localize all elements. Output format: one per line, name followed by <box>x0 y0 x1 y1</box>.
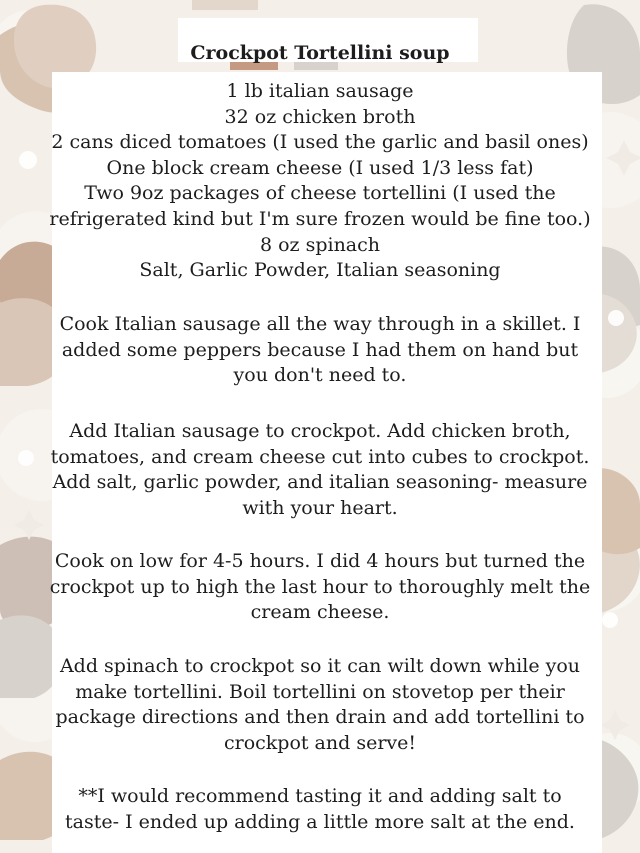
ingredient-line: Two 9oz packages of cheese tortellini (I used the <box>84 182 556 205</box>
recipe-note <box>20 784 620 835</box>
ingredients-list <box>20 79 620 284</box>
instruction-line: crockpot and serve! <box>223 731 417 754</box>
ingredient-line: 2 cans diced tomatoes (I used the garlic and basil ones) <box>51 131 589 154</box>
instruction-line: Cook on low for 4-5 hours. I did 4 hours but turned the <box>54 550 586 572</box>
instruction-line: Add Italian sausage to crockpot. Add chicken broth, <box>69 420 571 442</box>
instruction-line: Add salt, garlic powder, and italian seasoning- measure <box>52 471 588 494</box>
page-title: Crockpot Tortellini soup <box>190 41 450 64</box>
instruction-line: Add spinach to crockpot so it can wilt down while you <box>59 655 581 677</box>
ingredient-line: 1 lb italian sausage <box>226 80 414 102</box>
instruction-line: with your heart. <box>242 496 398 519</box>
note-line: **I would recommend tasting it and adding salt to <box>78 785 562 807</box>
ingredient-line: One block cream cheese (I used 1/3 less fat) <box>106 156 534 179</box>
instruction-line: Cook Italian sausage all the way through in a skillet. I <box>59 313 581 335</box>
ingredient-line: 32 oz chicken broth <box>224 105 416 128</box>
instruction-line: tomatoes, and cream cheese cut into cubes to crockpot. <box>50 445 590 468</box>
ingredient-line: refrigerated kind but I'm sure frozen would be fine too.) <box>49 207 591 230</box>
note-line: taste- I ended up adding a little more salt at the end. <box>65 810 575 833</box>
instruction-line: crockpot up to high the last hour to thoroughly melt the <box>49 575 591 598</box>
ingredient-line: Salt, Garlic Powder, Italian seasoning <box>139 259 501 282</box>
instruction-step <box>20 654 620 756</box>
instruction-line: make tortellini. Boil tortellini on stovetop per their <box>75 680 565 703</box>
instruction-line: you don't need to. <box>233 364 407 387</box>
instruction-line: cream cheese. <box>250 601 390 624</box>
instruction-line: added some peppers because I had them on hand but <box>61 338 579 361</box>
ingredient-line: 8 oz spinach <box>259 233 381 256</box>
instruction-step <box>20 549 620 626</box>
instruction-step <box>20 312 620 389</box>
instruction-line: package directions and then drain and add tortellini to <box>55 706 585 729</box>
instruction-step <box>20 419 620 521</box>
